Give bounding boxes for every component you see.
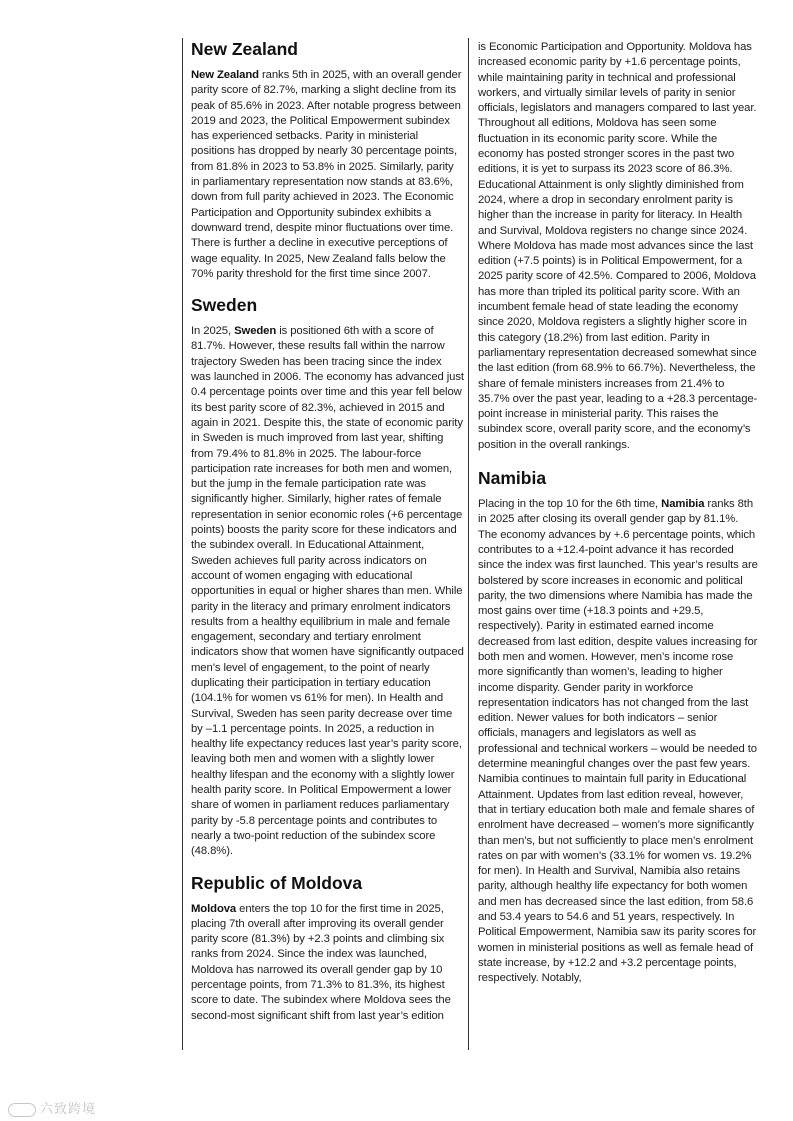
paragraph-moldova-part1 bbox=[191, 902, 464, 1024]
paragraph-text: ranks 8th in 2025 after closing its overall gender gap by 81.1%. The economy advances by +.6 percentage points, which contributes to a +12.4-point advance it has recorded since the index was first launched. This year’s results are bolstered by score increases in economic and political parity, the two dimensions where Namibia has made the most gains over time (+18.3 points and +29.5, respectively). Parity in estimated earned income decreased from last edition, despite values increasing for both men and women. However, men’s income rose more significantly than women’s, leading to higher income disparity. Gender parity in workforce representation indicators has not changed from the last edition. Newer values for both indicators – senior officials, managers and legislators as well as professional and technical workers – would be needed to determine meaningful changes over the past few years. Namibia continues to maintain full parity in Educational Attainment. Updates from last edition reveal, however, that in tertiary education both male and female shares of enrolment have decreased – women’s more significantly than men’s, but not sufficiently to place men’s enrolment rates on par with women’s (33.1% for women vs. 19.2% for men). In Health and Survival, Namibia also retains parity, although healthy life expectancy for both women and men has decreased since the last edition, from 58.6 and 53.4 years to 54.6 and 51 years, respectively. In Political Empowerment, Namibia saw its parity scores for women in ministerial positions as well as female head of state increase, by +12.2 and +3.2 percentage points, respectively. Notably, bbox=[478, 498, 758, 985]
paragraph-moldova-part2: is Economic Participation and Opportunity. Moldova has increased economic parity by +1.6 percentage points, while maintaining parity in technical and professional workers, and virtually similar levels of parity in senior officials, legislators and managers compared to last year. Throughout all editions, Moldova has seen some fluctuation in its economic parity score. While the economy has posted stronger scores in the past two editions, it is yet to surpass its 2023 score of 86.3%. Educational Attainment is only slightly diminished from 2024, where a drop in secondary enrolment parity is higher than the increase in parity for literacy. In Health and Survival, Moldova registers no change since 2024. Where Moldova has made most advances since the last edition (+7.5 points) is in Political Empowerment, for a 2025 parity score of 42.5%. Compared to 2006, Moldova has more than tripled its political parity score. With an incumbent female head of state leading the economy since 2020, Moldova registers a slightly higher score in this category (18.2%) from last edition. Parity in parliamentary representation decreased somewhat since the last edition (from 68.9% to 66.7%). Nevertheless, the share of female ministers increases from 21.4% to 35.7% over the past year, leading to a +28.3 percentage-point increase in ministerial parity. This raises the subindex score, overall parity score, and the economy’s position in the overall rankings. bbox=[478, 41, 758, 451]
section-moldova-continued bbox=[478, 40, 758, 453]
heading-new-zealand: New Zealand bbox=[191, 39, 298, 59]
section-namibia bbox=[478, 467, 758, 987]
country-name: New Zealand bbox=[191, 69, 259, 81]
paragraph-text: is positioned 6th with a score of 81.7%. However, these results fall within the narrow trajectory Sweden has been tracing since the index was launched in 2006. The economy has advanced just 0.4 percentage points over time and this year fell below its best parity score of 82.3%, achieved in 2015 and again in 2021. Despite this, the state of economic parity in Sweden is much improved from last year, shifting from 79.4% to 81.8% in 2025. The labour-force participation rate increases for both men and women, but the jump in the female participation rate was significantly higher. Similarly, higher rates of female representation in senior economic roles (+6 percentage points) boosts the parity score for these indicators and the subindex overall. In Educational Attainment, Sweden achieves full parity across indicators on account of women engaging with educational opportunities in equal or higher shares than men. While parity in the literacy and primary enrolment indicators results from a healthy equilibrium in male and female engagement, secondary and tertiary enrolment indicators show that women have significantly outpaced men’s level of engagement, to the point of nearly duplicating their participation in tertiary education (104.1% for women vs 61% for men). In Health and Survival, Sweden has seen parity decrease over time by –1.1 percentage points. In 2025, a reduction in healthy life expectancy reduces last year’s parity score, leaving both men and women with a slightly lower healthy lifespan and the economy with a slightly lower health parity score. In Political Empowerment a lower share of women in parliament reduces parliamentary parity by -5.8 percentage points and contributes to nearly a two-point reduction of the subindex score (48.8%). bbox=[191, 325, 464, 858]
paragraph-new-zealand bbox=[191, 68, 464, 282]
paragraph-prefix: In 2025, bbox=[191, 325, 235, 338]
section-moldova bbox=[191, 872, 464, 1024]
heading-moldova: Republic of Moldova bbox=[191, 872, 363, 893]
paragraph-text: ranks 5th in 2025, with an overall gender parity score of 82.7%, marking a slight decline from its peak of 85.6% in 2023. After notable progress between 2019 and 2023, the Political Empowerment subindex has experienced setbacks. Parity in ministerial positions has dropped by nearly 30 percentage points, from 81.8% in 2023 to 53.8% in 2025. Similarly, parity in parliamentary representation now stands at 83.6%, down from full parity achieved in 2023. The Economic Participation and Opportunity subindex exhibits a downward trend, despite minor fluctuations over time. There is further a decline in executive perceptions of wage equality. In 2025, New Zealand falls below the 70% parity threshold for the first time since 2007. bbox=[191, 69, 462, 280]
watermark bbox=[8, 1098, 96, 1117]
paragraph-namibia bbox=[478, 497, 758, 987]
section-new-zealand bbox=[191, 38, 464, 282]
heading-namibia: Namibia bbox=[478, 468, 547, 489]
heading-sweden: Sweden bbox=[191, 295, 258, 316]
watermark-text: 六致跨境 bbox=[40, 1101, 97, 1116]
paragraph-text: enters the top 10 for the first time in 2025, placing 7th overall after improving its overall gender parity score (81.3%) by +2.3 points and climbing six ranks from 2024. Since the index was launched, Moldova has narrowed its overall gender gap by 10 percentage points, from 71.3% to 81.3%, its highest score to date. The subindex where Moldova sees the second-most significant shift from last year’s edition bbox=[191, 902, 451, 1022]
right-column bbox=[468, 38, 758, 1050]
country-name: Sweden bbox=[234, 325, 277, 338]
paragraph-prefix: Placing in the top 10 for the 6th time, bbox=[478, 498, 662, 511]
watermark-logo-icon bbox=[8, 1103, 36, 1117]
country-name: Namibia bbox=[661, 498, 705, 511]
left-column bbox=[182, 38, 464, 1050]
country-name: Moldova bbox=[191, 902, 237, 915]
paragraph-sweden bbox=[191, 324, 464, 859]
section-sweden bbox=[191, 294, 464, 859]
